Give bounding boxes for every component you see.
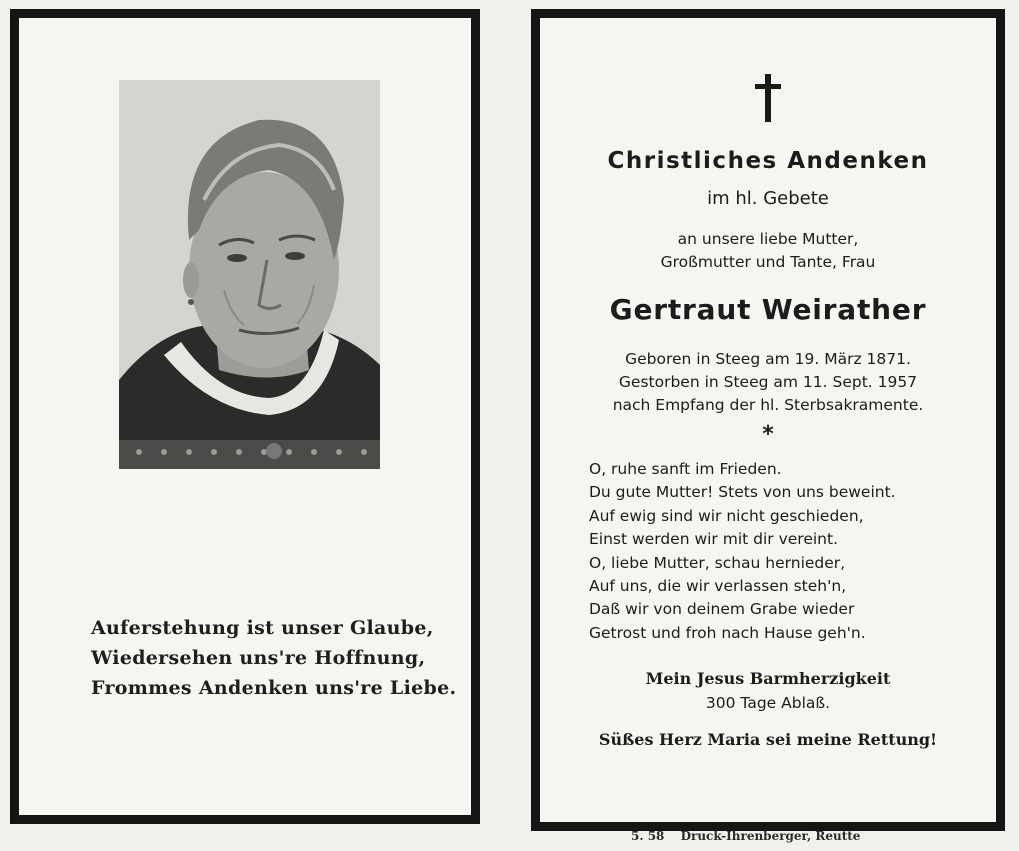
poem-line: O, liebe Mutter, schau hernieder, xyxy=(589,553,846,572)
poem-line: Du gute Mutter! Stets von uns beweint. xyxy=(589,483,896,502)
poem xyxy=(589,458,989,645)
date-line: Geboren in Steeg am 19. März 1871. xyxy=(625,350,911,368)
portrait-image xyxy=(119,80,380,469)
prayer-line: Mein Jesus Barmherzigkeit xyxy=(645,669,891,688)
verse-line: Wiedersehen uns're Hoffnung, xyxy=(91,647,426,669)
dedication xyxy=(540,228,996,274)
resurrection-verse xyxy=(91,613,471,703)
printer-name: Druck-Ihrenberger, Reutte xyxy=(680,829,861,843)
date-line: Gestorben in Steeg am 11. Sept. 1957 xyxy=(618,373,918,391)
portrait-photo xyxy=(119,80,380,469)
indulgence-line: 300 Tage Ablaß. xyxy=(705,694,831,712)
print-code: 5. 58 xyxy=(631,829,665,843)
poem-line: Getrost und froh nach Hause geh'n. xyxy=(589,623,866,642)
cross-icon xyxy=(540,68,996,128)
left-card xyxy=(10,9,480,824)
closing-prayer: Süßes Herz Maria sei meine Rettung! xyxy=(598,730,938,749)
dedication-line: Großmutter und Tante, Frau xyxy=(660,253,876,271)
asterisk-divider: * xyxy=(762,422,774,447)
poem-line: O, ruhe sanft im Frieden. xyxy=(589,460,782,478)
deceased-name: Gertraut Weirather xyxy=(609,293,927,326)
dedication-line: an unsere liebe Mutter, xyxy=(677,230,859,248)
date-line: nach Empfang der hl. Sterbsakramente. xyxy=(612,396,924,414)
verse-line: Auferstehung ist unser Glaube, xyxy=(91,617,434,639)
poem-line: Daß wir von deinem Grabe wieder xyxy=(589,600,855,619)
right-card xyxy=(531,9,1005,831)
poem-line: Auf uns, die wir verlassen steh'n, xyxy=(589,577,847,596)
life-dates xyxy=(540,348,996,417)
card-subtitle: im hl. Gebete xyxy=(707,188,829,209)
card-title: Christliches Andenken xyxy=(607,148,929,174)
poem-line: Einst werden wir mit dir vereint. xyxy=(589,530,838,549)
poem-line: Auf ewig sind wir nicht geschieden, xyxy=(589,506,864,525)
verse-line: Frommes Andenken uns're Liebe. xyxy=(91,677,457,699)
printer-footer xyxy=(631,829,911,843)
